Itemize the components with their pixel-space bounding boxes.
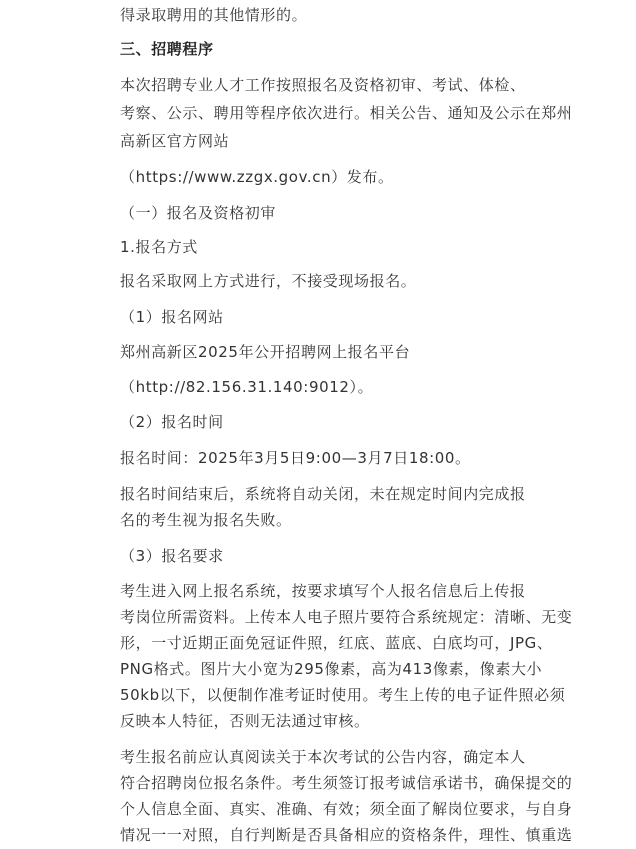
- text-line: 考岗位所需资料。上传本人电子照片要符合系统规定：清晰、无变: [120, 608, 573, 626]
- text-line: 符合招聘岗位报名条件。考生须签订报考诚信承诺书，确保提交的: [120, 774, 573, 792]
- text-line: PNG格式。图片大小宽为295像素，高为413像素，像素大小: [120, 660, 543, 678]
- text-line: 报名采取网上方式进行，不接受现场报名。: [120, 272, 417, 290]
- text-line: 考生进入网上报名系统，按要求填写个人报名信息后上传报: [120, 582, 526, 600]
- text-line: 反映本人特征，否则无法通过审核。: [120, 712, 370, 730]
- subsection-heading: 1.报名方式: [120, 238, 198, 256]
- subsection-heading: （2）报名时间: [120, 413, 224, 431]
- url-line: （http://82.156.31.140:9012）。: [120, 378, 374, 396]
- subsection-heading: （3）报名要求: [120, 547, 224, 565]
- text-line: 本次招聘专业人才工作按照报名及资格初审、考试、体检、: [120, 76, 526, 94]
- text-line: 报名时间：2025年3月5日9:00—3月7日18:00。: [120, 449, 471, 467]
- text-line: 情况一一对照，自行判断是否具备相应的资格条件，理性、慎重选: [120, 826, 573, 844]
- text-line: 个人信息全面、真实、准确、有效；须全面了解岗位要求，与自身: [120, 800, 573, 818]
- text-line: 名的考生视为报名失败。: [120, 511, 292, 529]
- text-line: 高新区官方网站: [120, 132, 230, 150]
- text-line: 考察、公示、聘用等程序依次进行。相关公告、通知及公示在郑州: [120, 104, 573, 122]
- section-heading: 三、招聘程序: [120, 40, 214, 58]
- text-line: 形，一寸近期正面免冠证件照，红底、蓝底、白底均可，JPG、: [120, 634, 553, 652]
- text-line: 50kb以下，以便制作准考证时使用。考生上传的电子证件照必须: [120, 686, 566, 704]
- text-line: 考生报名前应认真阅读关于本次考试的公告内容，确定本人: [120, 748, 526, 766]
- text-line: 得录取聘用的其他情形的。: [120, 6, 308, 24]
- text-line: 郑州高新区2025年公开招聘网上报名平台: [120, 343, 411, 361]
- subsection-heading: （一）报名及资格初审: [120, 204, 277, 222]
- subsection-heading: （1）报名网站: [120, 308, 224, 326]
- text-line: 报名时间结束后，系统将自动关闭，未在规定时间内完成报: [120, 485, 526, 503]
- url-line: （https://www.zzgx.gov.cn）发布。: [120, 168, 394, 186]
